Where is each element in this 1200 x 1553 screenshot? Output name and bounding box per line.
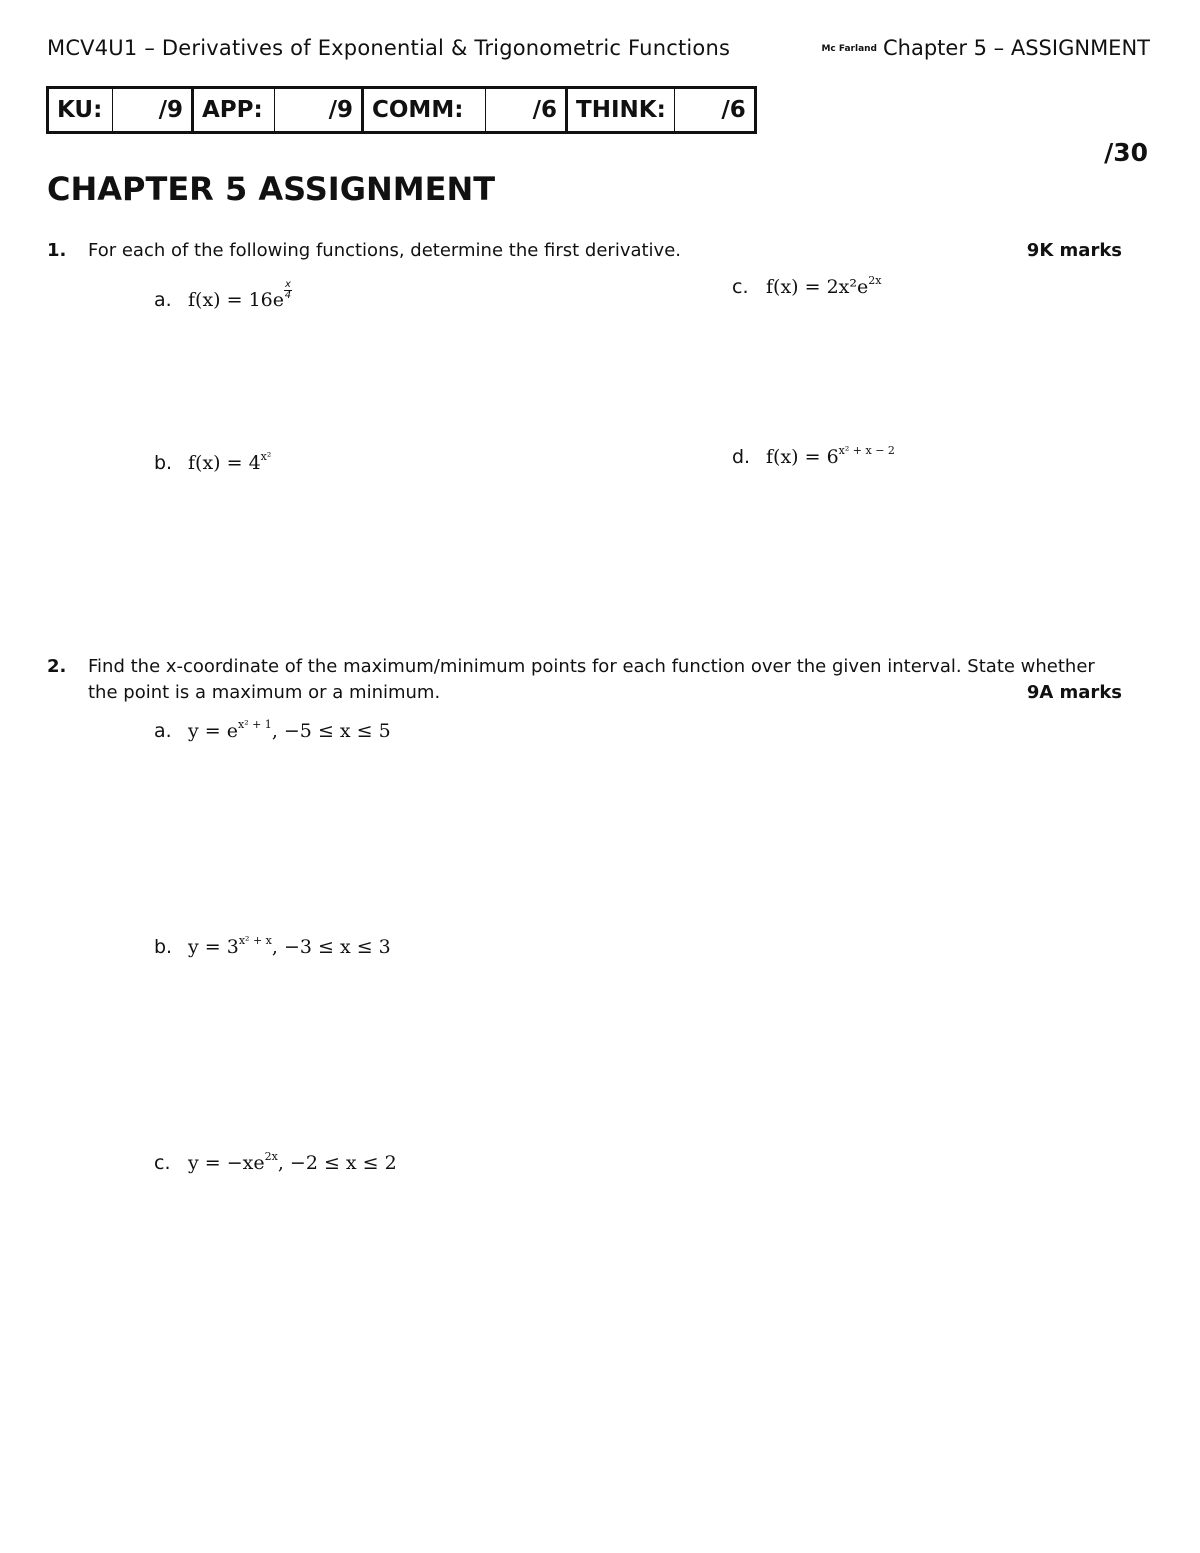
q2-part-a-exponent: x² + 1	[237, 718, 272, 731]
q1-part-d-lhs: f(x) = 6	[766, 446, 839, 468]
q1-part-c-lhs: f(x) = 2x²e	[766, 276, 869, 298]
marks-table	[46, 86, 757, 134]
q2-text-line1: Find the x-coordinate of the maximum/minimum points for each function over the given interval. State whether	[88, 656, 1095, 677]
marks-label-ku: KU:	[48, 88, 113, 133]
q2-part-c	[154, 1152, 397, 1174]
q1-part-a-label: a.	[154, 289, 172, 311]
marks-value-think: /6	[674, 88, 755, 133]
marks-value-comm: /6	[486, 88, 567, 133]
q2-part-b-label: b.	[154, 936, 173, 958]
q1-marks: 9K marks	[1026, 240, 1122, 261]
q1-part-a-lhs: f(x) = 16e	[188, 289, 284, 311]
q2-part-a-interval: , −5 ≤ x ≤ 5	[271, 720, 391, 742]
chapter-label: Chapter 5 – ASSIGNMENT	[883, 36, 1150, 60]
q2-part-a-lhs: y = e	[188, 720, 238, 742]
q2-part-c-label: c.	[154, 1152, 171, 1174]
q1-part-c-label: c.	[732, 276, 749, 298]
q2-part-c-exponent: 2x	[264, 1150, 278, 1163]
chapter-header	[821, 36, 1150, 60]
q2-part-a	[154, 720, 391, 742]
q1-part-b-lhs: f(x) = 4	[188, 452, 261, 474]
q1-part-b	[154, 452, 271, 474]
q2-part-b-exponent: x² + x	[238, 934, 272, 947]
q2-part-b	[154, 936, 391, 958]
total-marks: /30	[1104, 138, 1148, 167]
q2-part-b-lhs: y = 3	[188, 936, 239, 958]
q1-part-d	[732, 446, 895, 468]
q1-part-c	[732, 276, 881, 298]
page-title: CHAPTER 5 ASSIGNMENT	[47, 170, 496, 208]
q1-part-a	[154, 280, 292, 311]
q2-marks: 9A marks	[1026, 682, 1122, 703]
q1-part-d-label: d.	[732, 446, 751, 468]
q2-part-b-interval: , −3 ≤ x ≤ 3	[271, 936, 391, 958]
q1-part-a-exp-den: 4	[284, 290, 292, 301]
q1-text: For each of the following functions, determine the first derivative.	[88, 240, 682, 261]
q2-part-a-label: a.	[154, 720, 172, 742]
author-name: Mc Farland	[821, 44, 878, 54]
course-header: MCV4U1 – Derivatives of Exponential & Trigonometric Functions	[47, 36, 731, 60]
marks-value-app: /9	[275, 88, 363, 133]
marks-value-ku: /9	[113, 88, 193, 133]
marks-label-app: APP:	[193, 88, 275, 133]
marks-label-think: THINK:	[567, 88, 675, 133]
q1-part-a-exp-num: x	[285, 279, 291, 290]
q2-part-c-lhs: y = −xe	[188, 1152, 265, 1174]
q1-part-c-exponent: 2x	[868, 274, 882, 287]
q2-number: 2.	[47, 656, 67, 677]
q1-number: 1.	[47, 240, 67, 261]
q1-part-b-label: b.	[154, 452, 173, 474]
q1-part-a-exponent	[284, 280, 292, 301]
q2-text-line2: the point is a maximum or a minimum.	[88, 682, 441, 703]
q1-part-b-exponent: x²	[260, 450, 272, 463]
q2-part-c-interval: , −2 ≤ x ≤ 2	[277, 1152, 397, 1174]
q1-part-d-exponent: x² + x − 2	[838, 444, 895, 457]
marks-label-comm: COMM:	[363, 88, 486, 133]
